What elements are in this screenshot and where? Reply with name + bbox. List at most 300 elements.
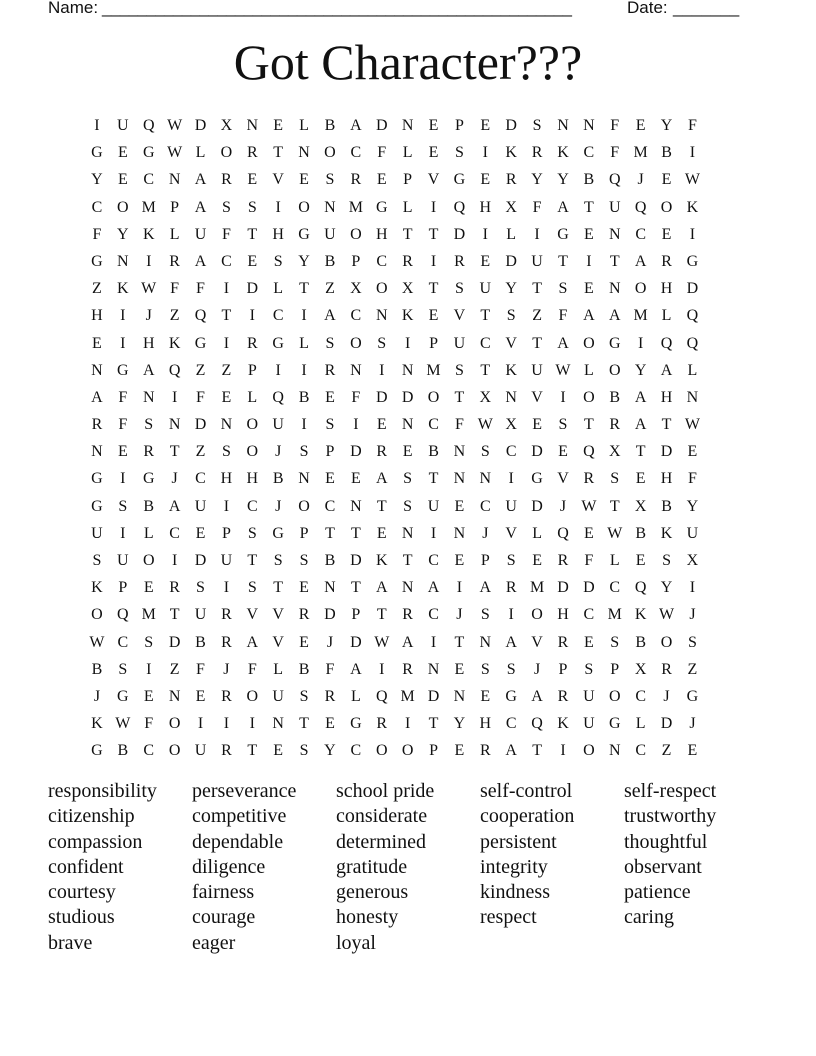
grid-letter: U xyxy=(272,416,284,434)
grid-letter: I xyxy=(146,660,152,678)
grid-letter: G xyxy=(298,225,310,243)
grid-letter: I xyxy=(430,252,437,270)
grid-letter: I xyxy=(223,715,230,733)
grid-letter: G xyxy=(531,470,543,488)
grid-letter: L xyxy=(299,334,309,352)
grid-letter: I xyxy=(120,307,126,325)
grid-letter: A xyxy=(194,198,207,216)
grid-row xyxy=(84,629,732,656)
grid-letter: Y xyxy=(117,225,129,243)
grid-letter: S xyxy=(299,687,309,705)
grid-letter: Y xyxy=(531,171,543,189)
grid-letter: E xyxy=(195,687,206,705)
grid-letter: N xyxy=(401,579,414,597)
grid-letter: N xyxy=(479,633,492,651)
grid-letter: U xyxy=(117,117,129,134)
grid-letter: E xyxy=(143,687,154,705)
grid-letter: C xyxy=(609,579,621,597)
grid-letter: P xyxy=(170,198,180,216)
grid-letter: F xyxy=(118,388,128,406)
grid-letter: F xyxy=(118,416,128,434)
grid-letter: W xyxy=(607,524,623,542)
grid-letter: I xyxy=(146,252,152,270)
grid-letter: I xyxy=(120,470,126,488)
grid-letter: N xyxy=(505,388,517,406)
grid-letter: P xyxy=(118,579,128,597)
grid-letter: S xyxy=(610,470,620,488)
word-bank-column xyxy=(336,779,480,956)
grid-letter: E xyxy=(454,552,465,569)
grid-letter: Q xyxy=(686,307,699,325)
grid-letter: L xyxy=(402,198,413,216)
grid-letter: I xyxy=(456,579,463,597)
grid-letter: N xyxy=(453,524,466,542)
grid-letter: R xyxy=(324,361,336,379)
grid-letter: A xyxy=(194,252,207,270)
grid-letter: E xyxy=(583,225,594,243)
grid-letter: G xyxy=(194,334,207,352)
grid-letter: M xyxy=(348,198,363,216)
grid-row xyxy=(84,357,732,384)
grid-letter: I xyxy=(223,334,230,352)
grid-letter: K xyxy=(401,307,414,325)
grid-letter: G xyxy=(91,497,103,515)
grid-letter: G xyxy=(142,470,155,488)
grid-letter: N xyxy=(142,388,155,406)
grid-letter: O xyxy=(634,280,647,298)
grid-letter: U xyxy=(531,252,543,270)
grid-letter: I xyxy=(379,660,385,678)
grid-letter: I xyxy=(689,579,696,597)
grid-row xyxy=(84,438,732,465)
grid-letter: R xyxy=(91,416,103,434)
grid-letter: O xyxy=(91,606,103,624)
grid-letter: Y xyxy=(634,361,647,379)
grid-letter: S xyxy=(144,416,154,434)
grid-letter: Q xyxy=(272,388,284,406)
grid-letter: S xyxy=(558,416,568,434)
grid-letter: P xyxy=(299,524,309,542)
grid-letter: A xyxy=(194,171,207,189)
grid-letter: P xyxy=(610,660,620,678)
grid-letter: F xyxy=(558,307,568,325)
grid-letter: E xyxy=(117,171,128,189)
grid-letter: R xyxy=(583,470,595,488)
grid-letter: E xyxy=(532,416,542,434)
grid-row xyxy=(84,710,732,737)
grid-letter: K xyxy=(557,144,569,162)
grid-letter: Q xyxy=(117,606,129,624)
grid-letter: L xyxy=(532,524,542,542)
grid-letter: H xyxy=(660,280,673,298)
grid-letter: E xyxy=(376,416,387,434)
grid-letter: O xyxy=(660,198,673,216)
grid-letter: D xyxy=(505,117,517,134)
grid-letter: A xyxy=(634,388,647,406)
grid-letter: Q xyxy=(531,715,543,733)
grid-letter: E xyxy=(117,144,128,162)
grid-letter: L xyxy=(299,117,309,134)
grid-letter: G xyxy=(608,715,621,733)
grid-letter: E xyxy=(376,524,387,542)
grid-letter: D xyxy=(660,715,673,733)
grid-letter: I xyxy=(94,117,100,134)
grid-letter: N xyxy=(427,660,440,678)
grid-letter: T xyxy=(583,198,594,216)
grid-letter: G xyxy=(505,687,517,705)
grid-letter: N xyxy=(453,443,466,461)
grid-letter: R xyxy=(402,606,413,624)
grid-letter: I xyxy=(689,144,696,162)
grid-letter: E xyxy=(299,633,309,651)
grid-letter: E xyxy=(558,443,568,461)
word-bank-item: compassion xyxy=(48,830,143,853)
grid-letter: J xyxy=(93,687,101,705)
grid-letter: V xyxy=(531,633,543,651)
grid-letter: P xyxy=(325,443,335,461)
grid-letter: O xyxy=(117,198,129,216)
grid-letter: Q xyxy=(168,361,181,379)
grid-letter: N xyxy=(220,416,233,434)
page-title: Got Character??? xyxy=(233,34,583,90)
grid-letter: H xyxy=(272,225,284,243)
grid-letter: G xyxy=(272,524,284,542)
grid-letter: G xyxy=(91,252,103,270)
name-blank: _____________________________________________________ xyxy=(102,0,572,17)
grid-letter: V xyxy=(272,633,284,651)
word-bank-item: self-respect xyxy=(624,780,717,802)
grid-row xyxy=(84,112,732,139)
grid-letter: U xyxy=(194,742,207,760)
grid-letter: I xyxy=(430,198,437,216)
grid-letter: H xyxy=(557,606,569,624)
grid-row xyxy=(84,194,732,221)
grid-letter: P xyxy=(247,361,257,379)
grid-letter: D xyxy=(401,388,414,406)
grid-letter: O xyxy=(246,687,259,705)
grid-letter: E xyxy=(583,524,594,542)
grid-letter: J xyxy=(689,606,696,624)
grid-letter: L xyxy=(143,524,154,542)
grid-letter: O xyxy=(531,606,543,624)
grid-letter: E xyxy=(325,470,335,488)
grid-letter: Y xyxy=(324,742,336,760)
grid-letter: E xyxy=(273,742,284,760)
grid-letter: E xyxy=(428,117,439,134)
grid-letter: A xyxy=(634,416,647,434)
grid-letter: V xyxy=(505,334,517,352)
grid-letter: X xyxy=(634,660,647,678)
grid-letter: V xyxy=(272,606,284,624)
grid-row xyxy=(84,574,732,601)
grid-letter: C xyxy=(428,606,439,624)
grid-letter: S xyxy=(325,416,335,434)
grid-letter: H xyxy=(375,225,388,243)
grid-letter: O xyxy=(375,280,388,298)
grid-letter: O xyxy=(246,416,259,434)
grid-letter: H xyxy=(479,715,492,733)
grid-letter: T xyxy=(273,144,284,162)
grid-letter: E xyxy=(454,660,465,678)
word-bank-item: integrity xyxy=(480,855,548,878)
grid-letter: N xyxy=(453,687,466,705)
grid-letter: N xyxy=(117,252,129,270)
grid-letter: X xyxy=(505,198,517,216)
grid-letter: E xyxy=(117,443,128,461)
grid-letter: J xyxy=(275,497,282,515)
grid-letter: C xyxy=(479,334,491,352)
grid-letter: U xyxy=(91,524,103,542)
grid-letter: S xyxy=(480,443,490,461)
grid-letter: N xyxy=(583,117,595,134)
grid-letter: T xyxy=(583,416,594,434)
grid-letter: O xyxy=(298,497,310,515)
grid-letter: G xyxy=(91,144,103,162)
grid-letter: N xyxy=(375,307,388,325)
grid-letter: W xyxy=(374,633,390,651)
grid-letter: S xyxy=(506,552,516,569)
date-blank: _______ xyxy=(673,0,740,17)
grid-letter: N xyxy=(453,470,466,488)
grid-letter: E xyxy=(583,633,594,651)
word-bank-item: confident xyxy=(48,855,124,878)
grid-letter: G xyxy=(117,687,129,705)
word-bank-item: school pride xyxy=(336,780,435,802)
grid-letter: V xyxy=(453,307,466,325)
grid-letter: G xyxy=(91,470,103,488)
grid-letter: R xyxy=(324,687,336,705)
grid-letter: C xyxy=(117,633,129,651)
grid-letter: I xyxy=(482,225,488,243)
grid-letter: T xyxy=(428,715,439,733)
grid-letter: N xyxy=(168,171,181,189)
grid-letter: T xyxy=(635,443,646,461)
grid-letter: E xyxy=(687,742,698,760)
grid-row xyxy=(84,520,732,547)
grid-letter: S xyxy=(247,579,257,597)
grid-letter: N xyxy=(91,443,103,461)
word-bank-item: kindness xyxy=(480,881,550,904)
word-bank-item: studious xyxy=(48,906,115,929)
grid-letter: I xyxy=(430,633,437,651)
grid-letter: B xyxy=(324,117,336,134)
date-label: Date: xyxy=(627,0,668,17)
grid-letter: G xyxy=(453,171,466,189)
grid-letter: S xyxy=(118,497,128,515)
grid-letter: E xyxy=(195,524,206,542)
grid-letter: N xyxy=(298,144,310,162)
grid-letter: W xyxy=(684,171,700,189)
grid-letter: F xyxy=(247,660,257,678)
grid-row xyxy=(84,166,732,193)
grid-letter: T xyxy=(247,742,258,760)
grid-letter: D xyxy=(350,443,362,461)
grid-letter: M xyxy=(141,606,156,624)
grid-letter: D xyxy=(350,633,362,651)
grid-letter: A xyxy=(246,633,259,651)
word-bank-item: caring xyxy=(624,906,674,929)
grid-letter: A xyxy=(479,579,492,597)
grid-letter: I xyxy=(301,307,307,325)
grid-letter: M xyxy=(633,144,648,162)
grid-letter: I xyxy=(689,225,696,243)
grid-row xyxy=(84,330,732,357)
grid-letter: K xyxy=(505,361,517,379)
grid-letter: S xyxy=(144,633,154,651)
grid-letter: M xyxy=(633,307,648,325)
grid-letter: I xyxy=(508,606,514,624)
grid-letter: I xyxy=(275,198,281,216)
grid-letter: B xyxy=(428,443,439,461)
grid-letter: I xyxy=(404,334,411,352)
grid-letter: S xyxy=(687,633,697,651)
grid-letter: E xyxy=(247,171,258,189)
grid-letter: A xyxy=(375,470,388,488)
grid-letter: G xyxy=(686,687,699,705)
grid-letter: H xyxy=(660,388,673,406)
grid-letter: N xyxy=(91,361,103,379)
word-bank-item: determined xyxy=(336,830,426,853)
grid-letter: E xyxy=(428,144,439,162)
grid-letter: Y xyxy=(557,171,569,189)
grid-letter: E xyxy=(92,334,102,352)
grid-letter: O xyxy=(142,552,155,569)
grid-letter: E xyxy=(350,470,361,488)
grid-letter: L xyxy=(273,660,284,678)
grid-letter: I xyxy=(275,361,281,379)
grid-letter: B xyxy=(298,660,310,678)
grid-letter: P xyxy=(429,742,438,760)
grid-letter: B xyxy=(143,497,155,515)
grid-letter: T xyxy=(402,552,413,569)
grid-letter: S xyxy=(662,552,671,569)
grid-letter: N xyxy=(324,579,336,597)
grid-letter: S xyxy=(325,334,335,352)
grid-letter: N xyxy=(168,687,181,705)
grid-row xyxy=(84,547,732,574)
grid-letter: R xyxy=(221,633,232,651)
grid-letter: B xyxy=(324,252,336,270)
grid-letter: C xyxy=(143,742,155,760)
grid-letter: I xyxy=(301,361,307,379)
grid-letter: E xyxy=(299,579,309,597)
grid-letter: T xyxy=(221,307,232,325)
grid-letter: B xyxy=(661,497,672,515)
grid-letter: T xyxy=(169,443,180,461)
word-bank-item: self-control xyxy=(480,780,573,802)
grid-letter: D xyxy=(194,117,207,134)
grid-letter: J xyxy=(326,633,334,651)
grid-letter: X xyxy=(479,388,492,406)
word-bank-item: patience xyxy=(624,881,691,904)
grid-letter: L xyxy=(687,361,698,379)
grid-letter: R xyxy=(609,416,621,434)
grid-letter: K xyxy=(375,552,388,569)
grid-letter: F xyxy=(610,117,620,134)
word-bank-item: generous xyxy=(336,881,409,904)
grid-letter: F xyxy=(196,660,205,678)
grid-letter: S xyxy=(584,660,594,678)
grid-letter: O xyxy=(401,742,414,760)
grid-letter: Z xyxy=(687,660,698,678)
grid-letter: P xyxy=(403,171,413,189)
grid-letter: P xyxy=(454,117,464,134)
grid-letter: T xyxy=(325,524,335,542)
grid-letter: K xyxy=(634,606,647,624)
grid-letter: T xyxy=(480,307,491,325)
grid-letter: O xyxy=(246,443,259,461)
grid-letter: L xyxy=(583,361,594,379)
grid-letter: C xyxy=(143,171,155,189)
grid-letter: L xyxy=(350,687,361,705)
grid-letter: J xyxy=(145,307,152,325)
grid-letter: U xyxy=(608,198,621,216)
grid-letter: L xyxy=(506,225,517,243)
grid-letter: N xyxy=(246,117,259,134)
word-bank-column xyxy=(48,779,192,956)
grid-letter: W xyxy=(115,715,131,733)
grid-letter: I xyxy=(120,334,126,352)
grid-letter: N xyxy=(168,416,181,434)
grid-letter: E xyxy=(273,117,284,134)
grid-letter: H xyxy=(246,470,259,488)
word-bank-item: gratitude xyxy=(336,855,408,878)
grid-letter: E xyxy=(143,579,154,597)
grid-letter: T xyxy=(609,497,620,515)
grid-letter: X xyxy=(686,552,699,569)
grid-letter: B xyxy=(609,388,621,406)
word-bank-item: courtesy xyxy=(48,881,116,904)
grid-letter: E xyxy=(635,552,646,569)
grid-letter: S xyxy=(118,660,128,678)
grid-letter: V xyxy=(531,388,543,406)
grid-letter: E xyxy=(583,280,594,298)
grid-letter: N xyxy=(557,117,569,134)
grid-letter: T xyxy=(454,388,465,406)
grid-letter: X xyxy=(505,416,517,434)
grid-letter: E xyxy=(325,715,335,733)
grid-letter: T xyxy=(661,416,672,434)
grid-letter: R xyxy=(661,660,672,678)
grid-letter: B xyxy=(272,470,284,488)
grid-letter: S xyxy=(221,443,231,461)
grid-letter: D xyxy=(324,606,336,624)
grid-letter: E xyxy=(480,252,491,270)
word-bank-item: responsibility xyxy=(48,780,157,802)
word-bank-item: fairness xyxy=(192,881,255,904)
grid-letter: F xyxy=(532,198,542,216)
grid-letter: X xyxy=(608,443,621,461)
grid-letter: M xyxy=(400,687,415,705)
word-bank xyxy=(48,779,768,956)
grid-letter: E xyxy=(221,388,232,406)
word-bank-item: eager xyxy=(192,931,236,954)
grid-letter: T xyxy=(350,579,361,597)
grid-letter: S xyxy=(273,552,283,569)
grid-letter: P xyxy=(351,606,361,624)
grid-row xyxy=(84,601,732,628)
grid-letter: N xyxy=(350,361,362,379)
grid-letter: D xyxy=(557,579,569,597)
grid-letter: Y xyxy=(660,117,673,134)
grid-letter: L xyxy=(402,144,413,162)
grid-letter: W xyxy=(141,280,157,298)
grid-letter: O xyxy=(324,144,336,162)
grid-letter: Q xyxy=(557,524,569,542)
grid-letter: M xyxy=(529,579,545,597)
grid-letter: G xyxy=(272,334,284,352)
grid-letter: J xyxy=(637,171,644,189)
